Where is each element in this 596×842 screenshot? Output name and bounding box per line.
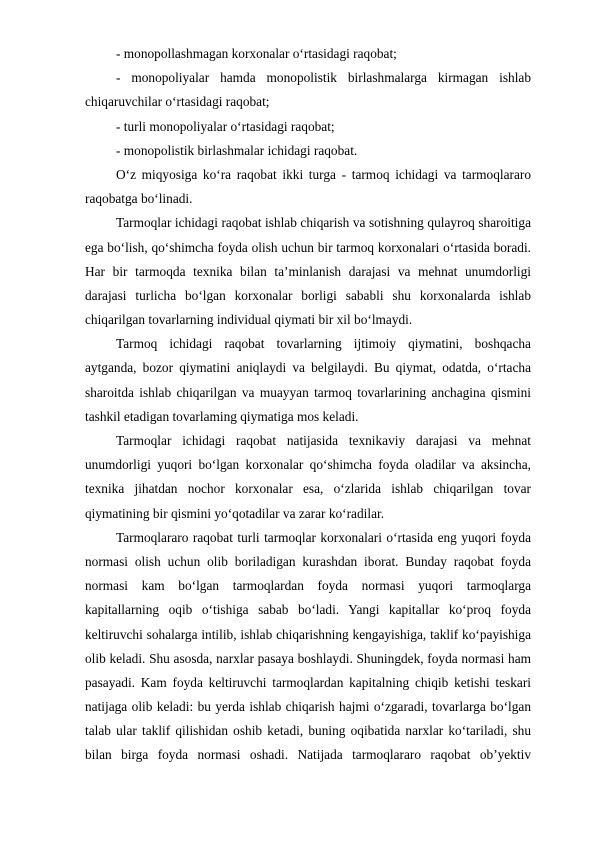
text-line-10: Har bir tarmoqda texnika bilan ta’minlanish darajasi va mehnat unumdorligi	[85, 263, 531, 279]
text-line-3: chiqaruvchilar o‘rtasidagi raqobat;	[85, 94, 270, 110]
text-line-4: - turli monopoliyalar o‘rtasidagi raqobat;	[116, 118, 335, 134]
text-line-12: chiqarilgan tovarlarning individual qiymati bir xil bo‘lmaydi.	[85, 312, 413, 328]
text-line-18: unumdorligi yuqori bo‘lgan korxonalar qo‘shimcha foyda oladilar va aksincha,	[85, 457, 531, 473]
text-line-7: raqobatga bo‘linadi.	[85, 191, 193, 207]
text-line-1: - monopollashmagan korxonalar o‘rtasidagi raqobat;	[116, 46, 397, 61]
text-line-29: talab ular taklif qilishidan oshib ketadi, buning oqibatida narxlar ko‘tariladi, shu	[85, 723, 531, 739]
text-line-23: normasi kam bo‘lgan tarmoqlardan foyda normasi yuqori tarmoqlarga	[85, 578, 531, 594]
text-line-26: olib keladi. Shu asosda, narxlar pasaya boshlaydi. Shuningdek, foyda normasi ham	[85, 650, 531, 666]
text-line-22: normasi olish uchun olib boriladigan kurashdan iborat. Bunday raqobat foyda	[85, 553, 531, 569]
text-line-6: O‘z miqyosiga ko‘ra raqobat ikki turga - tarmoq ichidagi va tarmoqlararo	[116, 166, 531, 182]
text-line-11: darajasi turlicha bo‘lgan korxonalar borligi sababli shu korxonalarda ishlab	[85, 287, 531, 303]
text-line-9: ega bo‘lish, qo‘shimcha foyda olish uchun bir tarmoq korxonalari o‘rtasida boradi.	[85, 239, 531, 255]
text-line-21: Tarmoqlararo raqobat turli tarmoqlar korxonalari o‘rtasida eng yuqori foyda	[116, 529, 531, 545]
text-line-20: qiymatining bir qismini yo‘qotadilar va zarar ko‘radilar.	[85, 505, 385, 521]
text-line-17: Tarmoqlar ichidagi raqobat natijasida texnikaviy darajasi va mehnat	[116, 433, 531, 448]
text-line-30: bilan birga foyda normasi oshadi. Natijada tarmoqlararo raqobat ob’yektiv	[85, 747, 531, 763]
document-page	[85, 42, 531, 768]
text-line-16: tashkil etadigan tovarlaming qiymatiga mos keladi.	[85, 408, 359, 424]
text-line-13: Tarmoq ichidagi raqobat tovarlarning ijtimoiy qiymatini, boshqacha	[116, 336, 531, 352]
text-line-28: natijaga olib keladi: bu yerda ishlab chiqarish hajmi o‘zgaradi, tovarlarga bo‘lgan	[85, 699, 531, 715]
text-line-27: pasayadi. Kam foyda keltiruvchi tarmoqlardan kapitalning chiqib ketishi teskari	[85, 674, 531, 690]
text-line-24: kapitallarning oqib o‘tishiga sabab bo‘ladi. Yangi kapitallar ko‘proq foyda	[85, 602, 531, 618]
text-line-8: Tarmoqlar ichidagi raqobat ishlab chiqarish va sotishning qulayroq sharoitiga	[116, 215, 531, 231]
text-line-5: - monopolistik birlashmalar ichidagi raqobat.	[116, 142, 358, 158]
text-line-25: keltiruvchi sohalarga intilib, ishlab chiqarishning kengayishiga, taklif ko‘payishiga	[85, 626, 531, 642]
text-line-15: sharoitda ishlab chiqarilgan va muayyan tarmoq tovarlarining anchagina qismini	[85, 384, 531, 400]
text-line-19: texnika jihatdan nochor korxonalar esa, o‘zlarida ishlab chiqarilgan tovar	[85, 481, 531, 497]
text-line-2: - monopoliyalar hamda monopolistik birlashmalarga kirmagan ishlab	[116, 70, 531, 86]
text-line-14: aytganda, bozor qiymatini aniqlaydi va belgilaydi. Bu qiymat, odatda, o‘rtacha	[85, 360, 531, 376]
